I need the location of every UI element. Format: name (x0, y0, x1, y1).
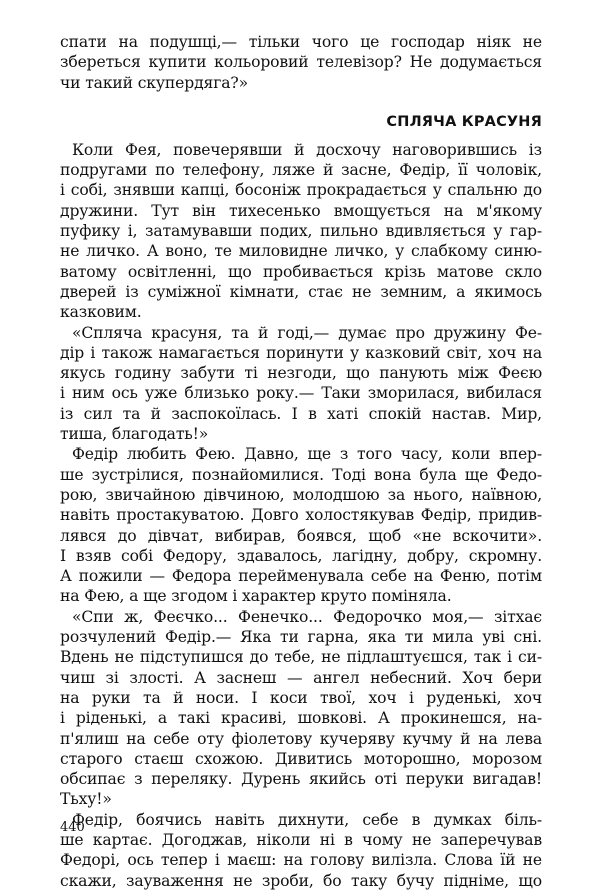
text-line: на руки та й носи. І коси твої, хоч і руденькі, хоч (60, 688, 542, 707)
text-line: рою, звичайною дівчиною, молодшою за нього, наївною, (60, 485, 542, 504)
text-line: А пожили — Федора перейменувала себе на Феню, потім (60, 567, 542, 586)
section-gap (60, 93, 542, 112)
text-line: «Спи ж, Феєчко... Фенечко... Федорочко моя,— зітхає (72, 607, 542, 626)
intro-paragraph (60, 32, 542, 93)
text-line: спати на подушці,— тільки чого це господар ніяк не (60, 33, 542, 51)
text-line: і ним ось уже близько року.— Таки зморилася, вибилася (60, 384, 542, 403)
text-line: не личко. А воно, те миловидне личко, у слабкому синю- (60, 242, 542, 261)
text-line: скажи, зауваження не зроби, бо таку бучу підніме, що (60, 871, 542, 890)
text-line: чи такий скупердяга?» (60, 73, 248, 92)
text-line: старого стаєш схожою. Дивитись моторошно, морозом (60, 749, 542, 768)
text-line: Федорі, ось тепер і маєш: на голову вилізла. Слова їй не (60, 851, 542, 870)
paragraph (60, 810, 542, 891)
book-page (60, 32, 542, 891)
text-line: подругами по телефону, ляже й засне, Федір, її чоловік, (60, 161, 542, 180)
text-line: Федір, боячись навіть дихнути, себе в думках біль- (72, 810, 542, 829)
paragraph (60, 444, 542, 606)
text-line: розчулений Федір.— Яка ти гарна, яка ти мила уві сні. (60, 628, 542, 647)
text-line: обсипає з переляку. Дурень якийсь оті перуки вигадав! (60, 770, 542, 789)
text-line: Федір любить Фею. Давно, ще з того часу, коли впер- (72, 445, 542, 464)
text-line: Тьху!» (60, 790, 112, 809)
text-line: дружини. Тут він тихесенько вмощується на м'якому (60, 201, 542, 220)
paragraph (60, 140, 542, 323)
text-line: пуфику і, затамувавши подих, пильно вдивляється у гар- (60, 222, 542, 241)
text-line: якусь годину забути ті незгоди, що панують між Феєю (60, 364, 542, 383)
text-line: І взяв собі Федору, здавалось, лагідну, добру, скромну. (60, 546, 542, 565)
text-line: Коли Фея, повечерявши й досхочу наговорившись із (72, 140, 542, 159)
text-line: ше зустрілися, познайомилися. Тоді вона була ще Федо- (60, 465, 542, 484)
page-number: 440 (60, 820, 85, 835)
text-line: і ріденькі, а такі красиві, шовкові. А прокинешся, на- (60, 709, 542, 728)
text-line: чиш зі злості. А заснеш — ангел небесний. Хоч бери (60, 668, 542, 687)
text-line: лявся до дівчат, вибирав, боявся, щоб «не вскочити». (60, 526, 542, 545)
text-line: дверей із суміжної кімнати, стає не земним, а якимось (60, 282, 542, 301)
text-line: із сил та й заспокоїлась. І в хаті спокій настав. Мир, (60, 404, 542, 423)
text-line: дір і також намагається поринути у казковий світ, хоч на (60, 343, 542, 362)
text-line: навіть простакуватою. Довго холостякував Федір, придив- (60, 506, 542, 525)
text-line: тиша, благодать!» (60, 425, 209, 444)
text-line: п'ялиш на себе оту фіолетову кучеряву кучму й на лева (60, 729, 542, 748)
text-line: казковим. (60, 303, 142, 322)
paragraph (60, 323, 542, 445)
text-line: ватому освітленні, що пробивається крізь матове скло (60, 262, 542, 281)
text-line: «Спляча красуня, та й годі,— думає про дружину Фе- (72, 323, 542, 342)
text-line: ше картає. Догоджав, ніколи ні в чому не заперечував (60, 830, 542, 849)
text-line: і собі, знявши капці, босоніж прокрадається у спальню до (60, 181, 542, 200)
text-line: Вдень не підступишся до тебе, не підлаштуєшся, так і си- (60, 648, 542, 667)
text-line: на Фею, а ще згодом і характер круто поміняла. (60, 587, 452, 606)
paragraph (60, 607, 542, 810)
text-line: збереться купити кольоровий телевізор? Не додумається (60, 53, 542, 72)
section-title: СПЛЯЧА КРАСУНЯ (386, 113, 542, 130)
